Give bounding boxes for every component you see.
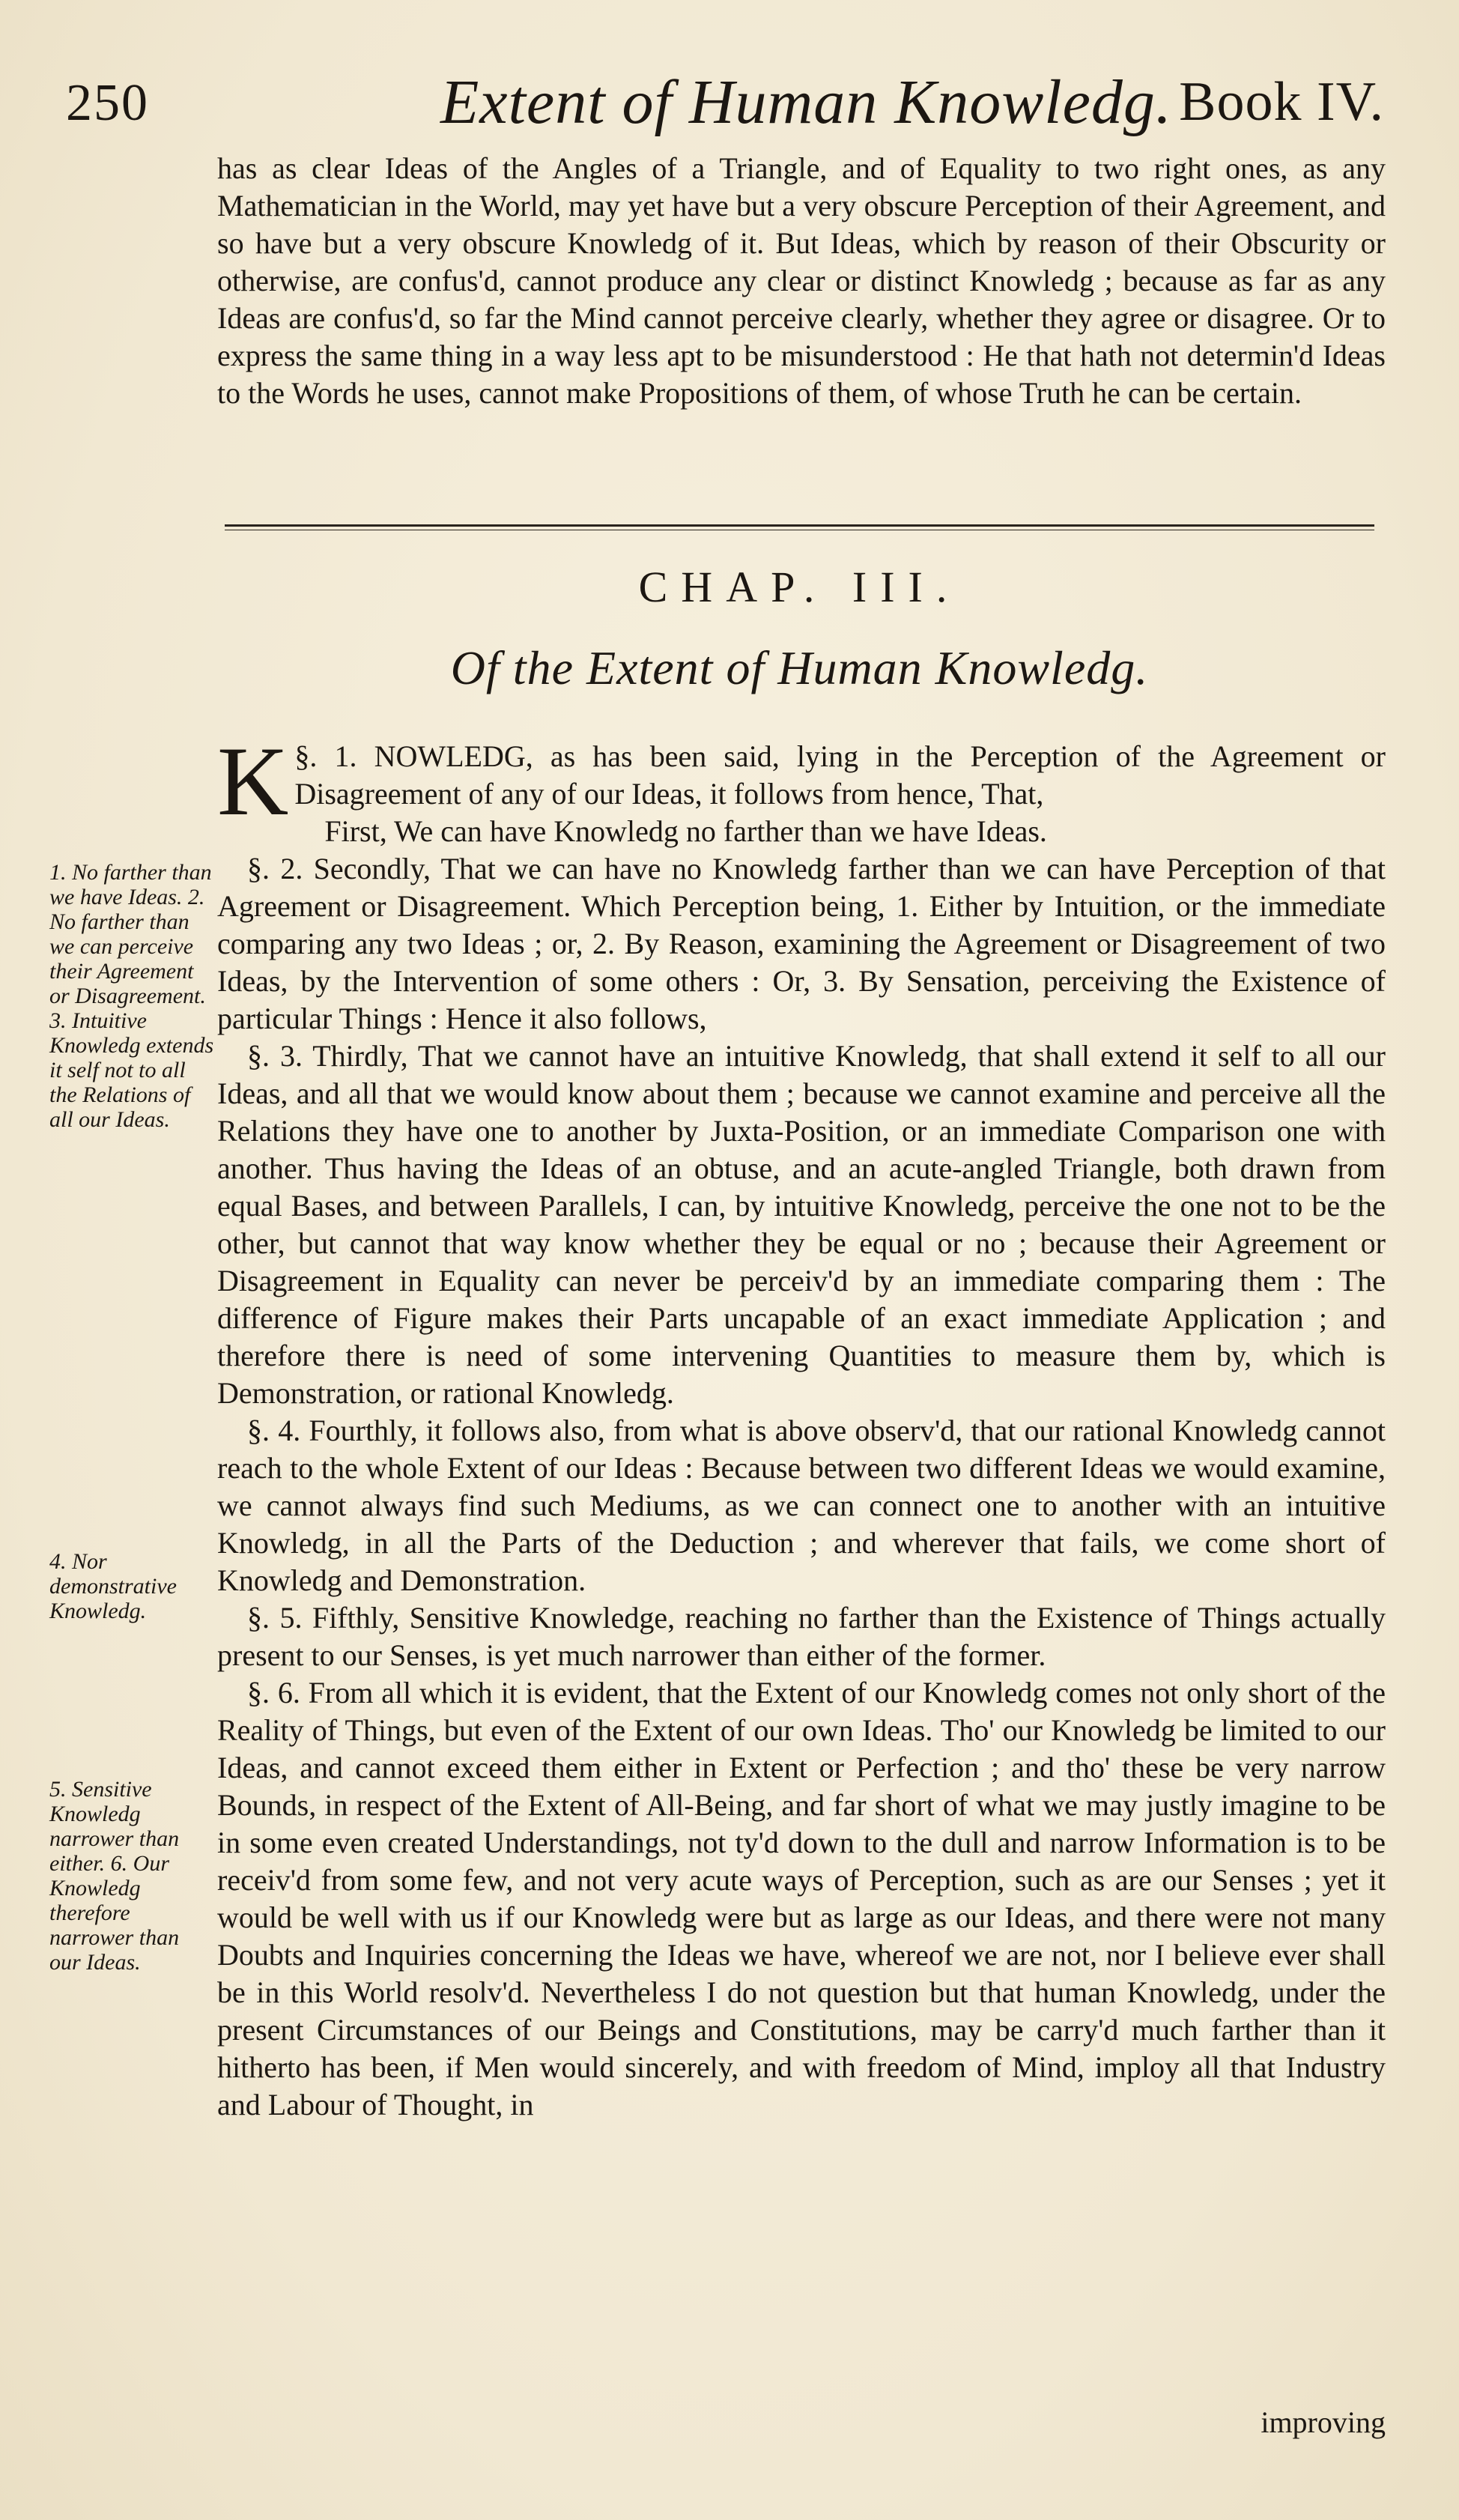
- section-3-paragraph: §. 3. Thirdly, That we cannot have an intuitive Knowledg, that shall extend it self to all our Ideas, and all that we would know about them ; because we cannot examine and perceive all the Relations they have one to another by Juxta-Position, or an immediate Comparison one with another. Thus having the Ideas of an obtuse, and an acute-angled Triangle, both drawn from equal Bases, and between Parallels, I can, by intuitive Knowledg, perceive the one not to be the other, but cannot that way know whether they be equal or no ; because their Agreement or Disagreement in Equality can never be perceiv'd by an immediate comparing them : The difference of Figure makes their Parts uncapable of an exact immediate Application ; and therefore there is need of some intervening Quantities to measure them by, which is Demonstration, or rational Knowledg.: [217, 1039, 1386, 1410]
- catchword: improving: [1261, 2405, 1386, 2439]
- chapter-title: Of the Extent of Human Knowledg.: [450, 641, 1149, 694]
- chapter-label: CHAP. III.: [638, 563, 961, 611]
- margin-note-4: 4. Nor demonstrative Knowledg.: [49, 1549, 177, 1623]
- section-1-number: §. 1.: [294, 739, 357, 773]
- chapter-body: [217, 726, 1386, 2124]
- section-5-paragraph: §. 5. Fifthly, Sensitive Knowledge, reaching no farther than the Existence of Things actually present to our Senses, is yet much narrower than either of the former.: [217, 1601, 1386, 1672]
- section-2-paragraph: §. 2. Secondly, That we can have no Knowledg farther than we can have Perception of that Agreement or Disagreement. Which Perception being, 1. Either by Intuition, or the immediate comparing any two Ideas ; or, 2. By Reason, examining the Agreement or Disagreement of two Ideas, by the Intervention of some others : Or, 3. By Sensation, perceiving the Existence of particular Things : Hence it also follows,: [217, 852, 1386, 1035]
- section-1-text: NOWLEDG, as has been said, lying in the Perception of the Agreement or Disagreement of any of our Ideas, it follows from hence, That,: [294, 739, 1386, 811]
- running-header: [66, 66, 1384, 148]
- intro-paragraph-block: [217, 150, 1386, 412]
- margin-note-1-3: 1. No farther than we have Ideas. 2. No farther than we can perceive their Agreement or Disagreement. 3. Intuitive Knowledg extends it self not to all the Relations of all our Ideas.: [49, 860, 214, 1132]
- drop-cap: K: [217, 726, 289, 836]
- margin-note-5-6: 5. Sensitive Knowledg narrower than either. 6. Our Knowledg therefore narrower than our Ideas.: [49, 1777, 180, 1975]
- section-6-paragraph: §. 6. From all which it is evident, that the Extent of our Knowledg comes not only short of the Reality of Things, but even of the Extent of our own Ideas. Tho' our Knowledg be limited to our Ideas, and cannot exceed them either in Extent or Perfection ; and tho' these be very narrow Bounds, in respect of the Extent of All-Being, and far short of what we may justly imagine to be in some even created Understandings, not ty'd down to the dull and narrow Information is to be receiv'd from some few, and not very acute ways of Perception, such as are our Senses ; yet it would be well with us if our Knowledg were but as large as our Ideas, and there were not many Doubts and Inquiries concerning the Ideas we have, whereof we are not, nor I believe ever shall be in this World resolv'd. Nevertheless I do not question but that human Knowledg, under the present Circumstances of our Beings and Constitutions, may be carry'd much farther than it hitherto has been, if Men would sincerely, and with freedom of Mind, imploy all that Industry and Labour of Thought, in: [217, 1676, 1386, 2121]
- intro-paragraph: has as clear Ideas of the Angles of a Triangle, and of Equality to two right ones, as any Mathematician in the World, may yet have but a very obscure Perception of their Agreement, and so have but a very obscure Knowledg of it. But Ideas, which by reason of their Obscurity or otherwise, are confus'd, cannot produce any clear or distinct Knowledg ; because as far as any Ideas are confus'd, so far the Mind cannot perceive clearly, whether they agree or disagree. Or to express the same thing in a way less apt to be misunderstood : He that hath not determin'd Ideas to the Words he uses, cannot make Propositions of them, of whose Truth he can be certain.: [217, 151, 1386, 410]
- running-title: Extent of Human Knowledg.: [440, 67, 1172, 137]
- book-label: Book IV.: [1179, 71, 1384, 133]
- section-1-first: First, We can have Knowledg no farther than we have Ideas.: [324, 814, 1047, 848]
- chapter-divider: [225, 524, 1374, 530]
- section-4-paragraph: §. 4. Fourthly, it follows also, from what is above observ'd, that our rational Knowledg cannot reach to the whole Extent of our Ideas : Because between two different Ideas we would examine, we cannot always find such Mediums, as we can connect one to another with an intuitive Knowledg, in all the Parts of the Deduction ; and wherever that fails, we come short of Knowledg and Demonstration.: [217, 1414, 1386, 1597]
- page-number: 250: [66, 74, 149, 132]
